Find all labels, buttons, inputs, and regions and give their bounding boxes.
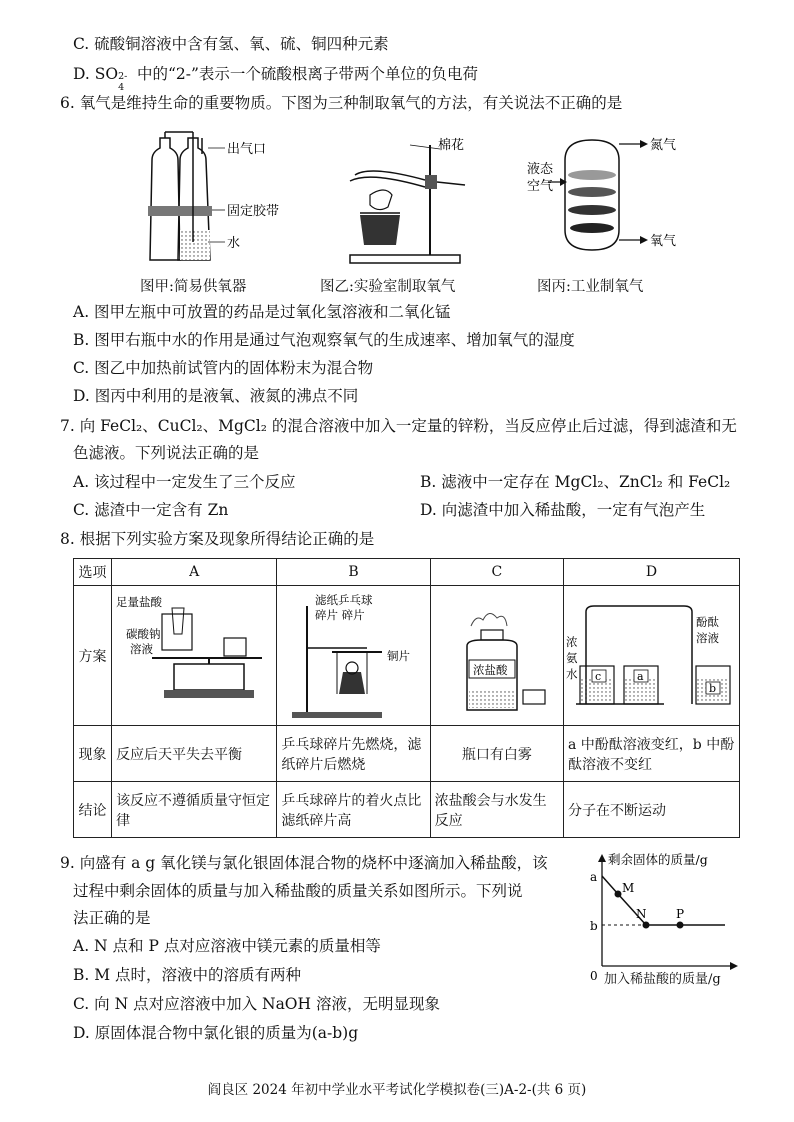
point-p	[677, 922, 684, 929]
data-line	[602, 876, 725, 925]
concl-c: 浓盐酸会与水发生反应	[430, 782, 563, 838]
q7-stem-1: 7. 向 FeCl₂、CuCl₂、MgCl₂ 的混合溶液中加入一定量的锌粉，当反应停止后过滤，得到滤渣和无	[60, 417, 737, 435]
b-label-copper: 铜片	[387, 649, 411, 663]
d-label-c: c	[595, 670, 602, 683]
th-b: B	[277, 559, 430, 586]
th-c: C	[430, 559, 563, 586]
q9-option-a: A. N 点和 P 点对应溶液中镁元素的质量相等	[73, 937, 381, 955]
th-option: 选项	[74, 559, 112, 586]
fig-jia-caption: 图甲:简易供氧器	[140, 279, 247, 295]
label-liquid-air-2: 空气	[527, 179, 554, 194]
phen-d: a 中酚酞溶液变红，b 中酚酞溶液不变红	[564, 726, 740, 782]
label-m: M	[622, 881, 635, 895]
q8-table	[73, 558, 740, 838]
fig-industrial-oxygen	[520, 130, 700, 270]
label-outlet: 出气口	[227, 142, 267, 157]
phen-b: 乒乓球碎片先燃烧，滤纸碎片后燃烧	[277, 726, 430, 782]
concl-d: 分子在不断运动	[564, 782, 740, 838]
fig-oxygen-supplier	[140, 130, 320, 270]
point-n	[643, 922, 650, 929]
label-liquid-air-1: 液态	[527, 162, 554, 177]
q5-option-d	[73, 64, 478, 93]
fig-lab-oxygen	[330, 135, 480, 270]
q5-sub: 4	[118, 82, 125, 93]
origin-label: 0	[590, 969, 598, 983]
phen-c: 瓶口有白雾	[430, 726, 563, 782]
fig-yi-caption: 图乙:实验室制取氧气	[320, 279, 456, 295]
q5-sup: 2-	[118, 71, 128, 82]
q8-stem: 8. 根据下列实验方案及现象所得结论正确的是	[60, 530, 375, 548]
q5-option-d-prefix: D. SO	[73, 65, 119, 83]
b-label-2: 碎片 碎片	[315, 608, 366, 622]
phen-a: 反应后天平失去平衡	[112, 726, 277, 782]
q9-stem-2: 过程中剩余固体的质量与加入稀盐酸的质量关系如图所示。下列说	[73, 882, 523, 900]
label-nitrogen: 氮气	[650, 138, 677, 153]
q6-option-b: B. 图甲右瓶中水的作用是通过气泡观察氧气的生成速率、增加氧气的湿度	[73, 331, 575, 349]
a-label-solution: 溶液	[130, 642, 154, 656]
point-m	[615, 891, 622, 898]
q9-option-d: D. 原固体混合物中氯化银的质量为(a-b)g	[73, 1024, 359, 1042]
q9-option-c: C. 向 N 点对应溶液中加入 NaOH 溶液，无明显现象	[73, 995, 440, 1013]
q5-option-d-rest: 中的“2-”表示一个硫酸根离子带两个单位的负电荷	[132, 65, 478, 83]
label-water: 水	[227, 236, 241, 251]
q7-option-b: B. 滤液中一定存在 MgCl₂、ZnCl₂ 和 FeCl₂	[420, 473, 731, 491]
th-d: D	[564, 559, 740, 586]
q9-stem-3: 法正确的是	[73, 909, 151, 927]
d-label-ammonia: 氨	[566, 651, 578, 665]
fig-bing-caption: 图丙:工业制氧气	[537, 279, 644, 295]
d-label-a: a	[637, 670, 644, 683]
plan-a-balance	[112, 586, 272, 721]
q7-option-a: A. 该过程中一定发生了三个反应	[73, 473, 296, 491]
q9-stem-1: 9. 向盛有 a g 氧化镁与氯化银固体混合物的烧杯中逐滴加入稀盐酸，该	[60, 854, 548, 872]
concl-b: 乒乓球碎片的着火点比滤纸碎片高	[277, 782, 430, 838]
d-label-b: b	[709, 682, 717, 695]
c-label-hcl: 浓盐酸	[472, 663, 508, 677]
a-label-hcl: 足量盐酸	[116, 595, 163, 609]
label-band: 固定胶带	[227, 204, 280, 219]
q7-option-d: D. 向滤渣中加入稀盐酸，一定有气泡产生	[420, 501, 706, 519]
d-label-phenol: 酚酞	[696, 615, 719, 629]
q9-option-b: B. M 点时，溶液中的溶质有两种	[73, 966, 302, 984]
label-n: N	[636, 907, 647, 921]
plan-c-hcl-bottle	[431, 586, 559, 721]
b-label-1: 滤纸乒乓球	[315, 593, 373, 607]
q7-stem-2: 色滤液。下列说法正确的是	[73, 444, 260, 462]
row-phen-label: 现象	[74, 726, 112, 782]
th-a: A	[112, 559, 277, 586]
x-axis-label: 加入稀盐酸的质量/g	[604, 972, 721, 987]
d-label-water: 水	[566, 667, 578, 681]
q6-stem: 6. 氧气是维持生命的重要物质。下图为三种制取氧气的方法，有关说法不正确的是	[60, 94, 623, 112]
y-tick-a: a	[590, 870, 598, 884]
y-tick-b: b	[590, 919, 598, 933]
plan-d-ammonia	[564, 586, 739, 721]
plan-b-burning	[277, 586, 425, 721]
q7-option-c: C. 滤渣中一定含有 Zn	[73, 501, 229, 519]
concl-a: 该反应不遵循质量守恒定律	[112, 782, 277, 838]
row-plan-label: 方案	[74, 586, 112, 726]
y-axis-label: 剩余固体的质量/g	[608, 852, 708, 867]
label-cotton: 棉花	[438, 138, 465, 153]
page-footer: 阎良区 2024 年初中学业水平考试化学模拟卷(三)A-2-(共 6 页)	[207, 1082, 587, 1098]
a-label-na2co3: 碳酸钠	[126, 627, 161, 641]
label-oxygen: 氧气	[650, 234, 677, 249]
d-label-conc: 浓	[566, 635, 578, 649]
label-p: P	[676, 907, 685, 921]
d-label-solution: 溶液	[696, 631, 719, 645]
q5-option-c: C. 硫酸铜溶液中含有氢、氧、硫、铜四种元素	[73, 35, 389, 53]
q6-option-a: A. 图甲左瓶中可放置的药品是过氧化氢溶液和二氧化锰	[73, 303, 451, 321]
q6-option-c: C. 图乙中加热前试管内的固体粉末为混合物	[73, 359, 374, 377]
row-concl-label: 结论	[74, 782, 112, 838]
q6-option-d: D. 图丙中利用的是液氧、液氮的沸点不同	[73, 387, 359, 405]
q9-chart	[580, 848, 740, 983]
